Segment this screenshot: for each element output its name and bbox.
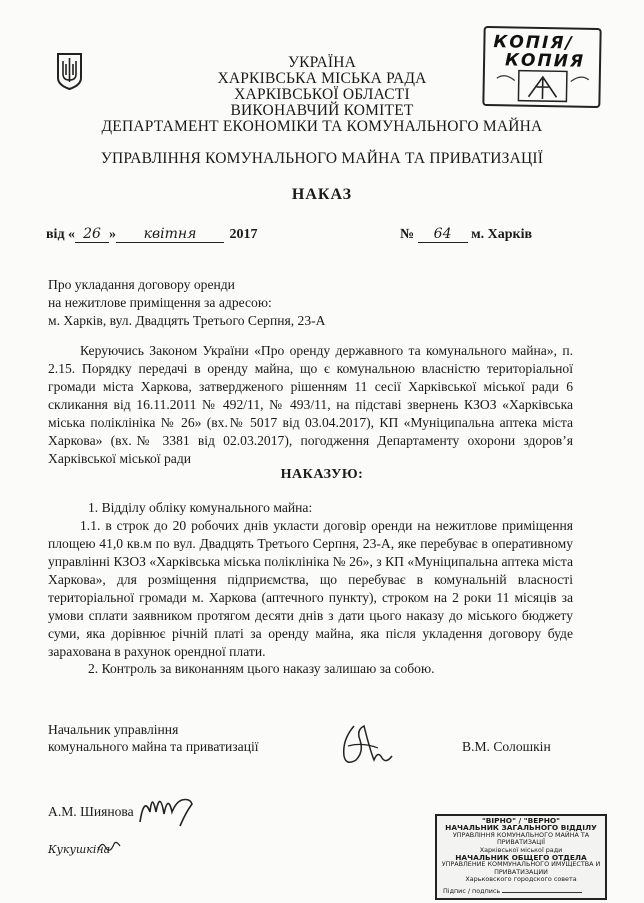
subject-line1: Про укладання договору оренди xyxy=(48,277,235,292)
doc-type-title: НАКАЗ xyxy=(291,186,353,203)
item-2: 2. Контроль за виконанням цього наказу залишаю за собою. xyxy=(88,661,435,676)
position-line1: Начальник управління xyxy=(48,722,179,737)
header-directorate: УПРАВЛІННЯ КОМУНАЛЬНОГО МАЙНА ТА ПРИВАТИЗАЦІЇ xyxy=(100,150,544,167)
executor-signature xyxy=(134,782,196,838)
verno-stamp xyxy=(435,814,607,900)
verno-line1: НАЧАЛЬНИК ЗАГАЛЬНОГО ВІДДІЛУ xyxy=(445,823,597,833)
verno-title: "ВІРНО" / "ВЕРНО" xyxy=(481,816,561,825)
subject-line3: м. Харків, вул. Двадцять Третього Серпня, 23-А xyxy=(48,313,326,328)
executor-name: А.М. Шиянова xyxy=(48,804,134,819)
verno-line4: НАЧАЛЬНИК ОБЩЕГО ОТДЕЛА xyxy=(455,853,587,863)
position-line2: комунального майна та приватизації xyxy=(48,739,259,754)
item-1-1: 1.1. в строк до 20 робочих днів укласти договір оренди на нежитлове приміщення площею 41,0 кв.м по вул. Двадцять Третього Серпня, 23-А, яке перебуває в оперативному управлінні КЗОЗ «Харківська міська поліклініка № 26», з КП «Муніципальна аптека міста Харкова», для розміщення підприємства, що перебуває в комунальній власності територіальної громади м. Харкова (аптечного пункту), строком на 2 роки 11 місяців за умови сплати заявником протягом десяти днів з дати цього наказу до міського бюджету суми, яка дорівнює річній платі за оренду майна, яка після укладення договору буде зарахована в рахунок орендної плати. xyxy=(48,518,573,659)
approver-signature xyxy=(96,838,122,856)
order-date-line xyxy=(46,226,258,243)
verno-line6: Харьковского городского совета xyxy=(465,875,577,884)
head-signature xyxy=(334,720,396,772)
subject-line2: на нежитлове приміщення за адресою: xyxy=(48,295,272,310)
order-word: НАКАЗУЮ: xyxy=(280,467,364,482)
copy-stamp-line2: КОПИЯ xyxy=(504,50,586,72)
approver-name: Кукушкіна xyxy=(48,843,111,856)
date-prefix: від « xyxy=(46,227,76,242)
header-department: ДЕПАРТАМЕНТ ЕКОНОМІКИ ТА КОМУНАЛЬНОГО МАЙНА xyxy=(101,118,543,135)
verno-line5: УПРАВЛЕНИЕ КОММУНАЛЬНОГО ИМУЩЕСТВА И ПРИВАТИЗАЦИИ xyxy=(441,860,601,876)
header-council: ХАРКІВСЬКА МІСЬКА РАДА xyxy=(217,70,427,87)
order-city: м. Харків xyxy=(471,227,533,242)
verno-line3: Харківської міської ради xyxy=(479,845,563,854)
order-number: 64 xyxy=(418,226,468,243)
preamble: Керуючись Законом України «Про оренду державного та комунального майна», п. 2.15. Порядку передачі в оренду майна, що є комунальною власністю територіальної громади міста Харкова, затвердженого рішенням 11 сесії Харківської міської ради 6 скликання від 16.11.2011 № 492/11, № 493/11, на підставі звернень КЗОЗ «Харківська міська поліклініка № 26» (вх.№ 5017 від 03.04.2017), КП «Муніципальна аптека міста Харкова» (вх.№ 3381 від 02.03.2017), погодження Департаменту охорони здоров’я Харківської міської ради xyxy=(48,343,573,466)
copy-stamp-line1: КОПІЯ/ xyxy=(493,32,574,54)
order-number-line xyxy=(400,226,532,243)
verno-sign-row xyxy=(443,888,605,895)
item-1: 1. Відділу обліку комунального майна: xyxy=(88,500,313,515)
verno-sign-line xyxy=(502,892,582,893)
date-mid: » xyxy=(109,227,117,242)
verno-line2: УПРАВЛІННЯ КОМУНАЛЬНОГО МАЙНА ТА ПРИВАТИЗАЦІЇ xyxy=(452,830,590,847)
number-prefix: № xyxy=(400,227,415,242)
date-year: 2017 xyxy=(229,227,258,242)
head-name: В.М. Солошкін xyxy=(462,739,551,754)
header-country: УКРАЇНА xyxy=(287,54,357,71)
verno-sign-label: Підпис / подпись xyxy=(443,886,501,895)
date-month: квітня xyxy=(116,226,224,243)
header-committee: ВИКОНАВЧИЙ КОМІТЕТ xyxy=(230,102,414,119)
date-day: 26 xyxy=(75,226,109,243)
header-oblast: ХАРКІВСЬКОЇ ОБЛАСТІ xyxy=(234,86,410,103)
